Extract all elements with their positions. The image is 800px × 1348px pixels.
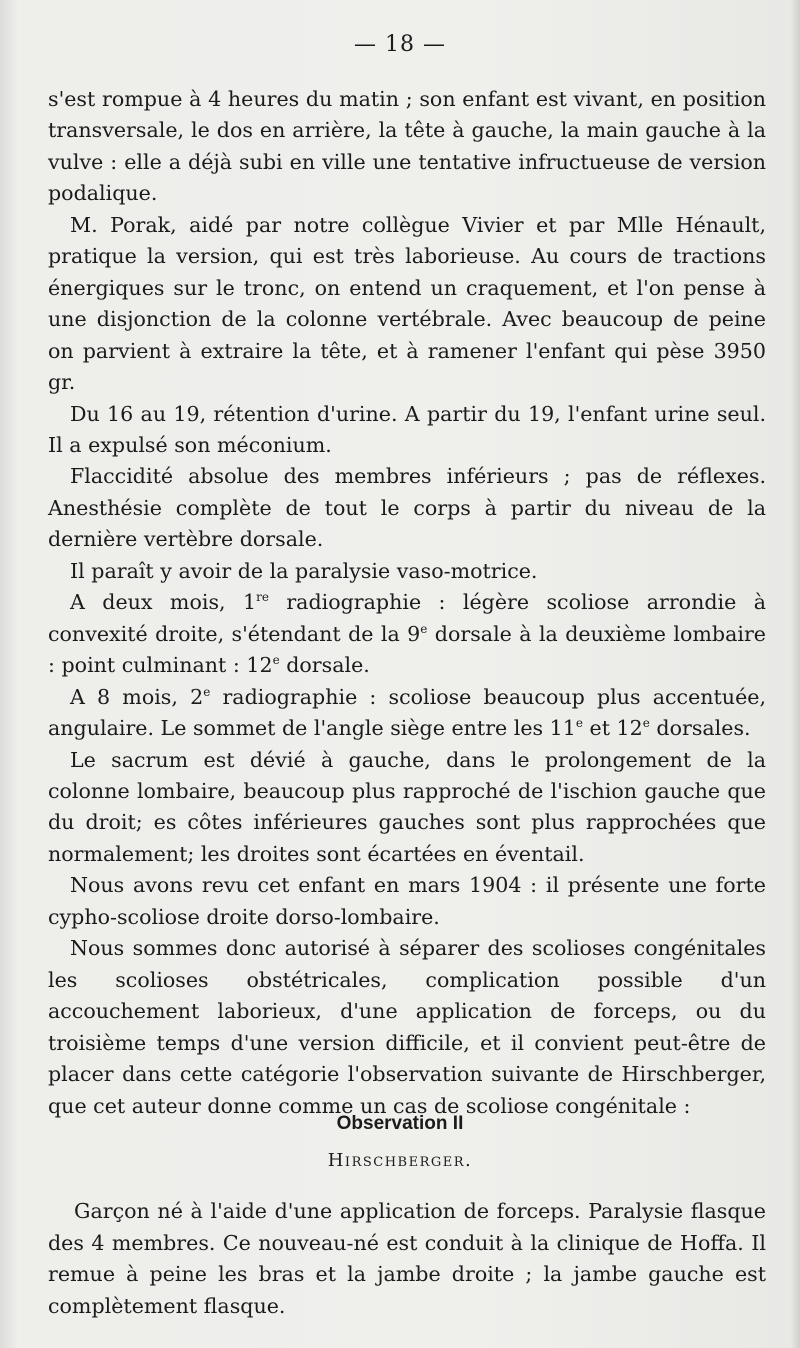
observation-paragraph: Garçon né à l'aide d'une application de forceps. Paralysie flasque des 4 membres. Ce nouveau-né est conduit à la clinique de Hoffa. Il remue à peine les bras et la jambe droite ; la jambe gauche est complètement flasque. <box>48 1199 766 1318</box>
text-run: dorsales. <box>649 716 751 741</box>
observation-title: Observation II <box>336 1113 464 1134</box>
observation-text <box>48 1196 766 1322</box>
text-run: radiographie : légère scoliose arrondie à convexité droite, s'étendant de la 9 <box>48 590 766 646</box>
paragraph-7 <box>48 682 766 745</box>
paragraph-4: Flaccidité absolue des membres inférieurs ; pas de réflexes. Anesthésie complète de tout le corps à partir du niveau de la dernière vertèbre dorsale. <box>48 464 766 552</box>
page-number: — 18 — <box>354 32 446 57</box>
text-run: dorsale à la deuxième lombaire : point culminant : 12 <box>48 621 766 678</box>
superscript: e <box>420 621 428 636</box>
paragraph-10: Nous sommes donc autorisé à séparer des scolioses congénitales les scolioses obstétricales, complication possible d'un accouchement laborieux, d'une application de forceps, ou du troisième temps d'une version difficile, et il convient peut-être de placer dans cette catégorie l'observation suivante de Hirschberger, que cet auteur donne comme un cas de scoliose congénitale : <box>48 936 766 1118</box>
superscript: e <box>272 653 280 668</box>
body-text <box>48 84 766 1122</box>
text-run: et 12 <box>582 716 643 741</box>
paragraph-3: Du 16 au 19, rétention d'urine. A partir du 19, l'enfant urine seul. Il a expulsé son méconium. <box>48 401 766 457</box>
paragraph-2: M. Porak, aidé par notre collègue Vivier et par Mlle Hénault, pratique la version, qui est très laborieuse. Au cours de tractions énergiques sur le tronc, on entend un craquement, et l'on pense à une disjonction de la colonne vertébrale. Avec beaucoup de peine on parvient à extraire la tête, et à ramener l'enfant qui pèse 3950 gr. <box>48 212 766 395</box>
text-run: A 8 mois, 2 <box>70 684 204 709</box>
observation-author: Hirschberger. <box>327 1150 473 1171</box>
paragraph-5: Il paraît y avoir de la paralysie vaso-motrice. <box>70 558 538 583</box>
text-run: A deux mois, 1 <box>70 590 257 615</box>
text-run: radiographie : scoliose beaucoup plus accentuée, angulaire. Le sommet de l'angle siège entre les 11 <box>48 684 766 741</box>
text-run: dorsale. <box>279 653 370 678</box>
superscript: re <box>256 590 269 605</box>
page-edge-shadow <box>790 0 800 1348</box>
paragraph-1: s'est rompue à 4 heures du matin ; son enfant est vivant, en position transversale, le dos en arrière, la tête à gauche, la main gauche à la vulve : elle a déjà subi en ville une tentative infructueuse de version podalique. <box>48 87 766 206</box>
paragraph-8: Le sacrum est dévié à gauche, dans le prolongement de la colonne lombaire, beaucoup plus rapproché de l'ischion gauche que du droit; es côtes inférieures gauches sont plus rapprochées que normalement; les droites sont écartées en éventail. <box>48 747 766 866</box>
paragraph-6 <box>48 587 766 681</box>
paragraph-9: Nous avons revu cet enfant en mars 1904 : il présente une forte cypho-scoliose droite dorso-lombaire. <box>48 873 766 929</box>
superscript: e <box>203 684 211 699</box>
superscript: e <box>642 716 650 731</box>
superscript: e <box>575 716 583 731</box>
